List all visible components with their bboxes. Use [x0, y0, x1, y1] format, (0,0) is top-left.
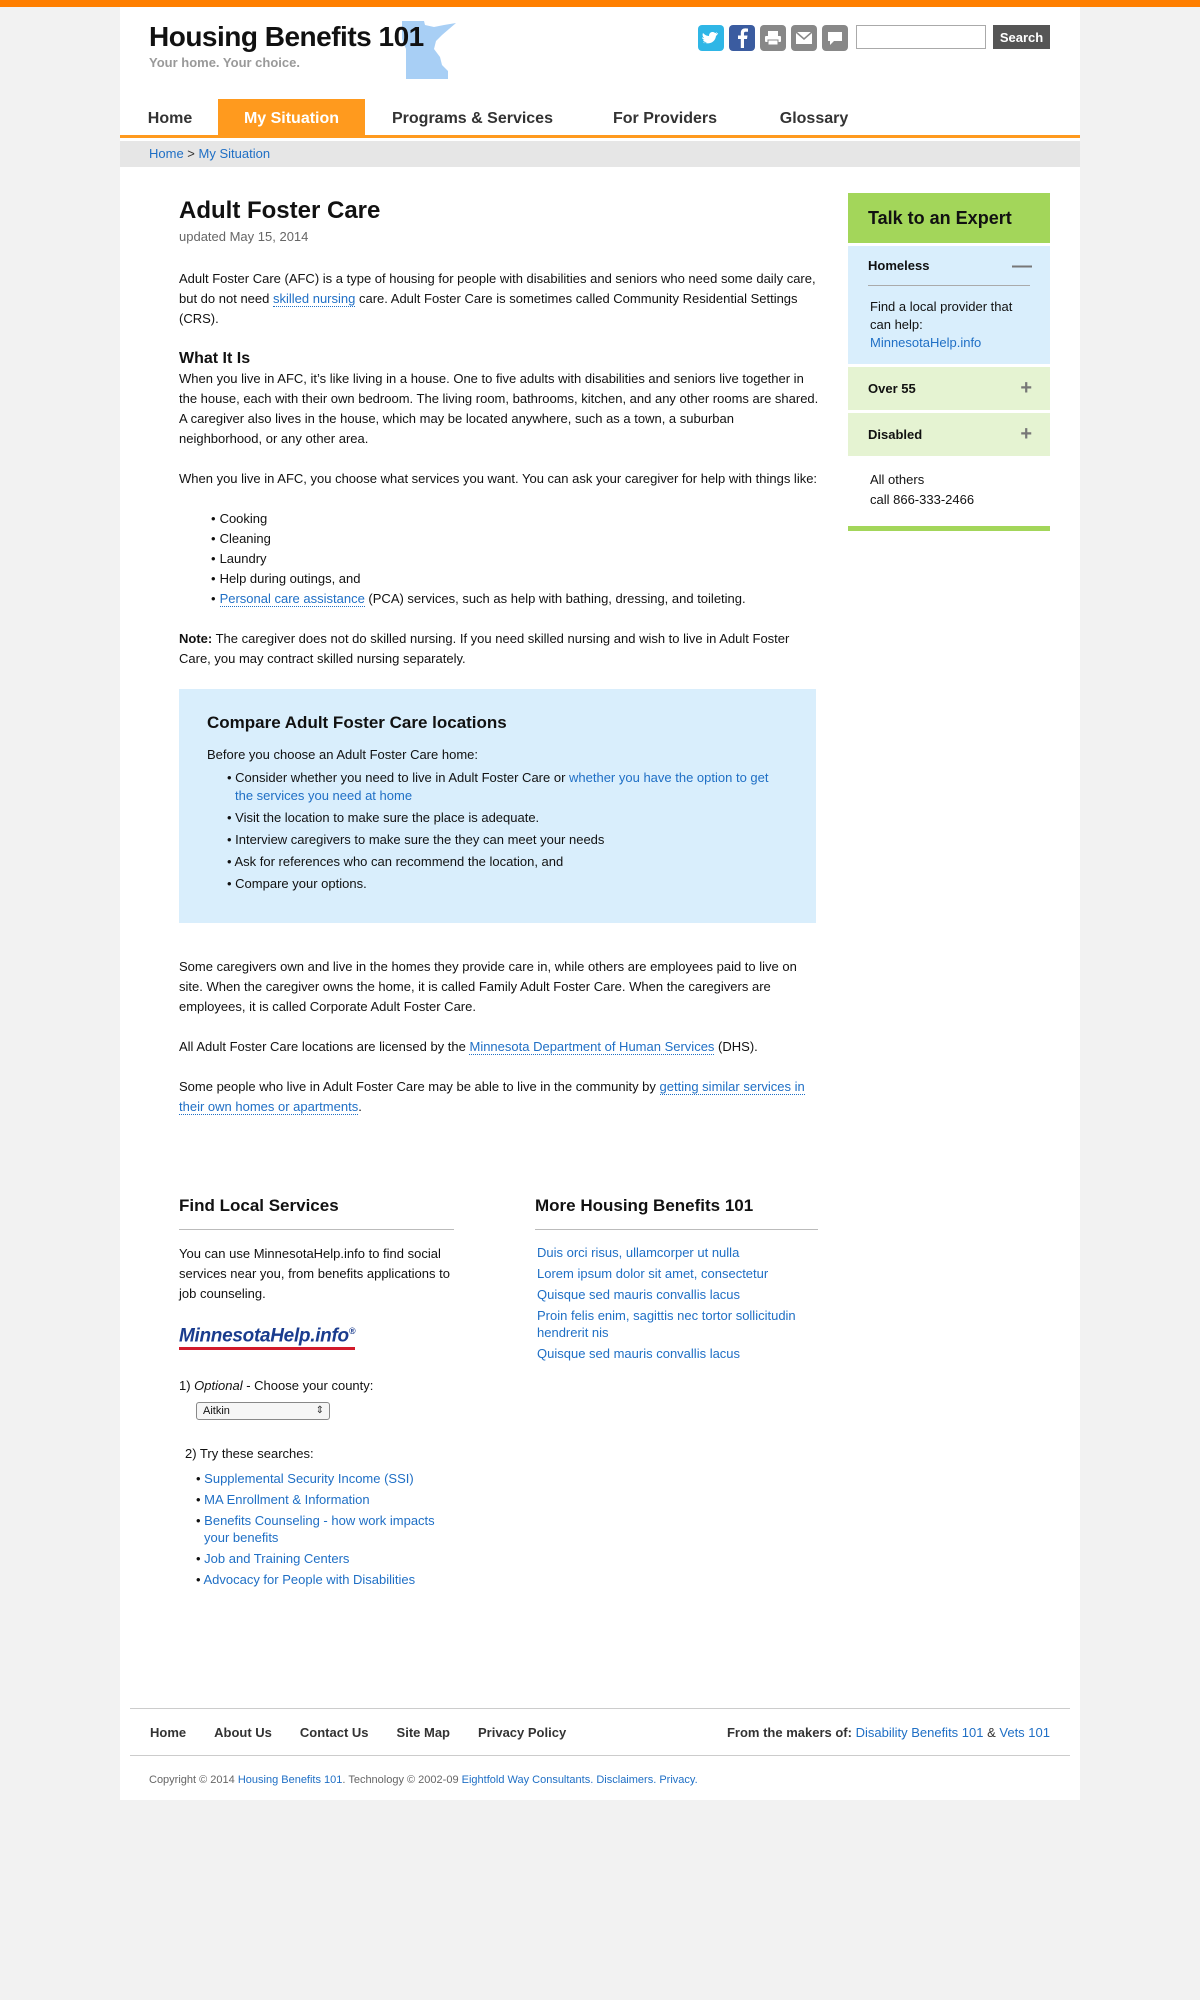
disclaimers-link[interactable]: Disclaimers — [596, 1774, 654, 1786]
main-nav — [120, 99, 1080, 138]
twitter-icon[interactable] — [698, 25, 724, 51]
list-item — [537, 1244, 818, 1261]
breadcrumb — [120, 141, 1080, 167]
homeless-content: Find a local provider that can help: MinnesotaHelp.info — [870, 299, 1013, 350]
privacy-link[interactable]: Privacy — [659, 1774, 695, 1786]
sidebar-item-disabled[interactable] — [848, 413, 1050, 456]
social-toolbar — [698, 25, 848, 51]
sidebar-heading: Talk to an Expert — [848, 193, 1050, 243]
list-item: • Visit the location to make sure the place is adequate. — [227, 809, 788, 827]
similar-services-link[interactable]: getting similar services in their own homes or apartments — [179, 1079, 805, 1114]
facebook-icon[interactable] — [729, 25, 755, 51]
nav-home[interactable]: Home — [147, 110, 193, 127]
find-local-services — [179, 1195, 454, 1592]
what-it-is-paragraph: When you live in AFC, it’s like living in a house. One to five adults with disabilities and seniors live together in the house, each with their own bedroom. The living room, bathrooms, kitchen, and any other rooms are shared. A caregiver also lives in the house, which may be located anywhere, such as a town, a suburban neighborhood, or any other area. — [179, 371, 819, 446]
minnesotahelp-logo[interactable]: MinnesotaHelp.info® — [179, 1320, 355, 1350]
more-heading: More Housing Benefits 101 — [535, 1195, 818, 1230]
search-link-benefits-counseling[interactable]: Benefits Counseling - how work impacts your benefits — [204, 1513, 435, 1546]
search-button[interactable]: Search — [993, 25, 1050, 49]
site-tagline: Your home. Your choice. — [149, 55, 300, 70]
housing-benefits-link[interactable]: Housing Benefits 101 — [237, 1774, 343, 1786]
vets-101-link[interactable]: Vets 101 — [999, 1725, 1050, 1740]
sidebar-item-toggle[interactable] — [868, 246, 1030, 286]
site-title[interactable]: Housing Benefits 101 — [149, 21, 424, 52]
sidebar-all-others: All others call 866-333-2466 — [848, 456, 1050, 531]
list-item — [537, 1307, 818, 1341]
compare-list — [227, 769, 788, 893]
collapse-icon[interactable]: — — [1012, 255, 1032, 277]
home-services-option-link[interactable]: whether you have the option to get the services you need at home — [235, 770, 769, 803]
nav-glossary[interactable]: Glossary — [779, 110, 849, 127]
search-link-ma-enrollment[interactable]: MA Enrollment & Information — [204, 1492, 370, 1508]
list-item — [196, 1550, 454, 1567]
list-item: • Cooking — [211, 509, 819, 529]
find-local-text: You can use MinnesotaHelp.info to find social services near you, from benefits applications to job counseling. — [179, 1246, 450, 1301]
search-input[interactable] — [856, 25, 986, 49]
intro-paragraph: Adult Foster Care (AFC) is a type of housing for people with disabilities and seniors who need some daily care, but do not need skilled nursing care. Adult Foster Care is sometimes called Community Residential Settings (CRS). — [179, 271, 816, 326]
list-item — [196, 1491, 454, 1508]
personal-care-assistance-link[interactable]: Personal care assistance — [219, 591, 365, 606]
footer-divider — [130, 1708, 1070, 1709]
makers-credit: From the makers of: Disability Benefits 101 & Vets 101 — [726, 1725, 1050, 1740]
nav-programs-services[interactable]: Programs & Services — [392, 110, 553, 127]
comment-icon[interactable] — [822, 25, 848, 51]
searches-step-label: 2) Try these searches: — [185, 1446, 314, 1462]
top-accent-bar — [0, 0, 1200, 7]
nav-for-providers[interactable]: For Providers — [612, 110, 718, 127]
expand-icon[interactable]: + — [1020, 377, 1032, 399]
search-link-ssi[interactable]: Supplemental Security Income (SSI) — [204, 1471, 414, 1487]
footer-link-contact[interactable]: Contact Us — [299, 1725, 369, 1740]
list-item — [537, 1265, 818, 1282]
list-item: • Compare your options. — [227, 875, 788, 893]
email-icon[interactable] — [791, 25, 817, 51]
what-it-is-heading: What It Is — [179, 350, 251, 367]
caregivers-paragraph: Some caregivers own and live in the homes they provide care in, while others are employees paid to live on site. When the caregiver owns the home, it is called Family Adult Foster Care. When the caregivers are employees, it is called Corporate Adult Foster Care. — [179, 959, 797, 1014]
expand-icon[interactable]: + — [1020, 423, 1032, 445]
county-select[interactable]: Aitkin ⇕ — [196, 1402, 330, 1420]
note-paragraph: Note: The caregiver does not do skilled nursing. If you need skilled nursing and wish to live in Adult Foster Care, you may contract skilled nursing separately. — [179, 631, 790, 666]
footer-link-home[interactable]: Home — [150, 1725, 187, 1740]
search-link-advocacy[interactable]: Advocacy for People with Disabilities — [203, 1572, 416, 1588]
list-item — [537, 1286, 818, 1303]
page-container — [120, 7, 1080, 1800]
breadcrumb-separator: > — [183, 146, 199, 161]
compare-intro: Before you choose an Adult Foster Care home: — [207, 747, 478, 762]
list-item — [196, 1571, 454, 1588]
more-link[interactable]: Proin felis enim, sagittis nec tortor sollicitudin hendrerit nis — [537, 1308, 796, 1340]
sidebar-item-label: Homeless — [868, 258, 930, 273]
talk-to-expert-sidebar — [848, 193, 1050, 531]
minnesotahelp-link[interactable]: MinnesotaHelp.info — [870, 335, 982, 350]
footer-nav — [150, 1725, 594, 1740]
eightfold-way-link[interactable]: Eightfold Way Consultants — [461, 1774, 591, 1786]
services-list — [211, 509, 819, 609]
breadcrumb-home[interactable]: Home — [149, 146, 184, 161]
disability-benefits-link[interactable]: Disability Benefits 101 — [855, 1725, 984, 1740]
more-link[interactable]: Duis orci risus, ullamcorper ut nulla — [537, 1245, 740, 1260]
list-item: • Help during outings, and — [211, 569, 819, 589]
list-item: • Personal care assistance (PCA) services, such as help with bathing, dressing, and toileting. — [211, 589, 819, 609]
list-item: • Ask for references who can recommend the location, and — [227, 853, 788, 871]
print-icon[interactable] — [760, 25, 786, 51]
page-title: Adult Foster Care — [179, 197, 381, 224]
sidebar-item-homeless — [848, 246, 1050, 364]
list-item — [196, 1470, 454, 1487]
license-paragraph: All Adult Foster Care locations are licensed by the Minnesota Department of Human Services (DHS). — [179, 1039, 758, 1054]
list-item — [196, 1512, 454, 1546]
more-housing-benefits — [535, 1195, 818, 1366]
list-item — [537, 1345, 818, 1362]
find-local-heading: Find Local Services — [179, 1195, 454, 1230]
compare-heading: Compare Adult Foster Care locations — [207, 713, 507, 732]
sidebar-item-label: Over 55 — [868, 381, 916, 396]
more-link[interactable]: Lorem ipsum dolor sit amet, consectetur — [537, 1266, 769, 1281]
skilled-nursing-link[interactable]: skilled nursing — [272, 291, 356, 306]
breadcrumb-current[interactable]: My Situation — [198, 146, 271, 161]
dhs-link[interactable]: Minnesota Department of Human Services — [469, 1039, 715, 1054]
county-step-label: 1) Optional - Choose your county: — [179, 1378, 374, 1394]
footer-divider — [130, 1755, 1070, 1756]
sidebar-item-label: Disabled — [868, 427, 923, 442]
searches-list — [196, 1470, 454, 1588]
list-item: • Laundry — [211, 549, 819, 569]
search-link-job-training[interactable]: Job and Training Centers — [204, 1551, 350, 1567]
services-intro-paragraph: When you live in AFC, you choose what services you want. You can ask your caregiver for help with things like: — [179, 471, 818, 486]
more-links-list — [537, 1244, 818, 1362]
sidebar-item-over-55[interactable] — [848, 367, 1050, 410]
main-content — [179, 197, 819, 1137]
more-link[interactable]: Quisque sed mauris convallis lacus — [537, 1346, 741, 1361]
nav-my-situation[interactable]: My Situation — [218, 99, 365, 138]
list-item: • Cleaning — [211, 529, 819, 549]
updated-date: updated May 15, 2014 — [179, 229, 309, 244]
list-item: • Interview caregivers to make sure the they can meet your needs — [227, 831, 788, 849]
more-link[interactable]: Quisque sed mauris convallis lacus — [537, 1287, 741, 1302]
phone-number: call 866-333-2466 — [870, 492, 975, 507]
footer-link-about[interactable]: About Us — [214, 1725, 272, 1740]
community-paragraph: Some people who live in Adult Foster Care may be able to live in the community by getting similar services in their own homes or apartments. — [179, 1079, 805, 1114]
footer-link-privacy[interactable]: Privacy Policy — [478, 1725, 567, 1740]
site-logo[interactable] — [120, 7, 520, 97]
footer-link-sitemap[interactable]: Site Map — [396, 1725, 450, 1740]
compare-locations-box — [179, 689, 816, 923]
list-item: • Consider whether you need to live in Adult Foster Care or whether you have the option to get the services you need at home — [227, 769, 788, 805]
copyright: Copyright © 2014 Housing Benefits 101. Technology © 2002-09 Eightfold Way Consultants. Disclaimers. Privacy. — [149, 1774, 698, 1786]
